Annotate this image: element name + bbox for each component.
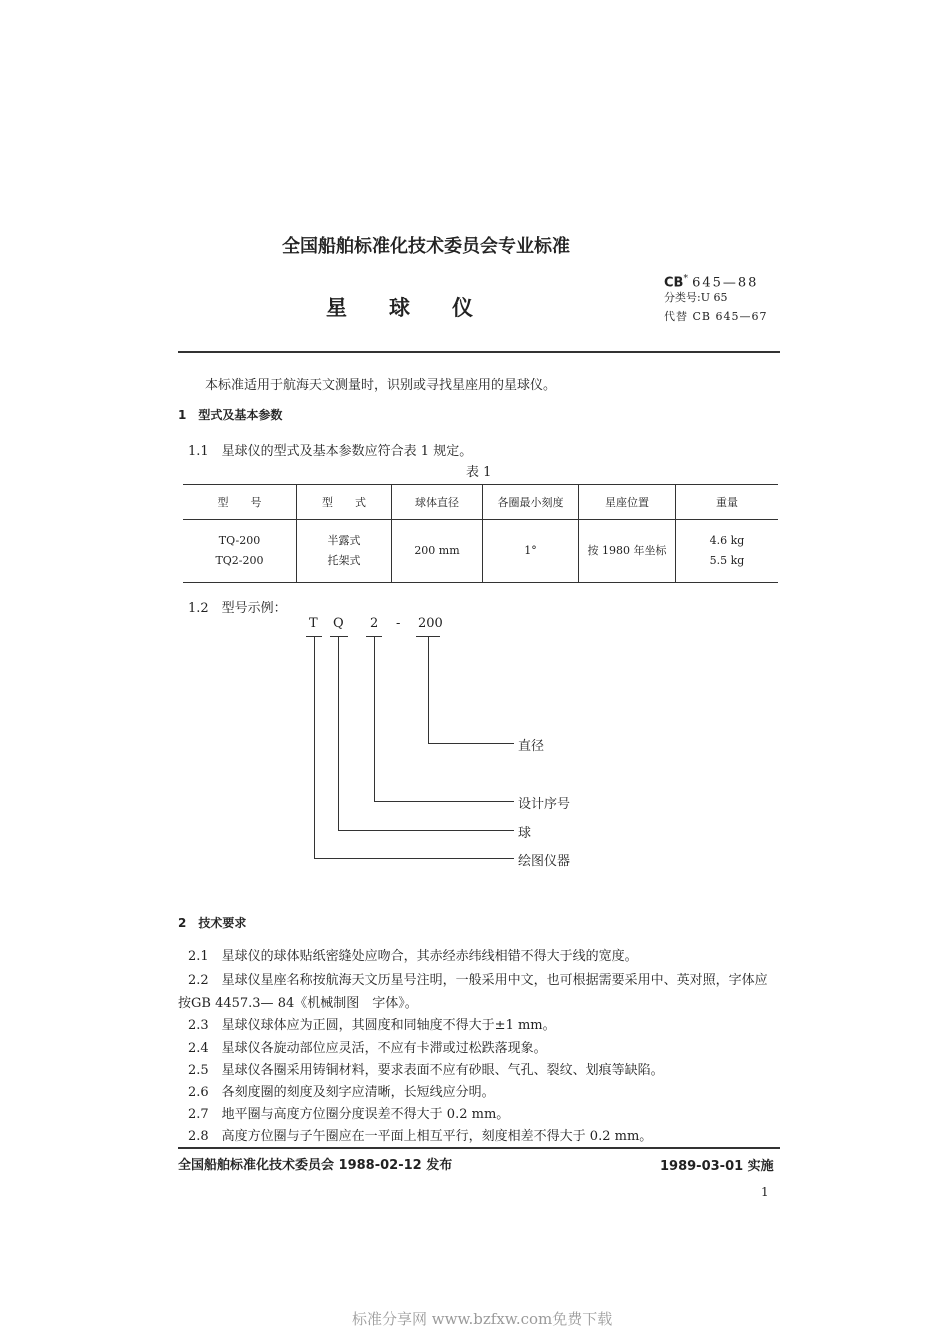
leader-design-v — [374, 636, 375, 801]
replaces-standard: 代替 CB 645—67 — [664, 310, 768, 323]
code-letter-t: T — [309, 616, 318, 631]
leader-ball-h — [338, 830, 514, 831]
parameter-table — [183, 484, 778, 583]
leader-diameter-h — [428, 743, 514, 744]
header-min-scale: 各圈最小刻度 — [483, 485, 579, 520]
model-tq2-200: TQ2-200 — [215, 554, 264, 567]
cell-weights — [676, 520, 779, 583]
header-rule — [178, 351, 780, 353]
org-standard-title: 全国船舶标准化技术委员会专业标准 — [282, 236, 570, 257]
code-number: 645—88 — [692, 275, 759, 291]
clause-2-4: 2.4 星球仪各旋动部位应灵活，不应有卡滞或过松跌落现象。 — [188, 1041, 547, 1056]
clause-2-2-cont: 按GB 4457.3— 84《机械制图 字体》。 — [178, 996, 418, 1011]
table-header-row — [183, 485, 778, 520]
page-number: 1 — [761, 1185, 769, 1199]
code-letter-q: Q — [333, 616, 344, 631]
weight-1: 4.6 kg — [709, 534, 745, 547]
label-design-number: 设计序号 — [518, 797, 571, 812]
code-dash: - — [396, 616, 401, 631]
leader-drawing-h — [314, 858, 514, 859]
cell-models — [183, 520, 297, 583]
type-bracket: 托架式 — [327, 554, 361, 567]
code-digit-2: 2 — [370, 616, 379, 631]
cell-min-scale: 1° — [483, 520, 579, 583]
clause-2-5: 2.5 星球仪各圈采用铸铜材料，要求表面不应有砂眼、气孔、裂纹、划痕等缺陷。 — [188, 1063, 664, 1078]
model-tq-200: TQ-200 — [218, 534, 261, 547]
clause-2-8: 2.8 高度方位圈与子午圈应在一平面上相互平行，刻度相差不得大于 0.2 mm。 — [188, 1129, 653, 1144]
section-1-heading: 1 型式及基本参数 — [178, 408, 283, 422]
clause-1-2: 1.2 型号示例： — [188, 601, 287, 616]
footer-rule — [178, 1147, 780, 1149]
cell-diameter: 200 mm — [392, 520, 483, 583]
type-semi-exposed: 半露式 — [327, 534, 361, 547]
section-2-heading: 2 技术要求 — [178, 916, 247, 930]
header-type: 型 式 — [297, 485, 392, 520]
clause-2-7: 2.7 地平圈与高度方位圈分度误差不得大于 0.2 mm。 — [188, 1107, 510, 1122]
leader-drawing-v — [314, 636, 315, 858]
table-row — [183, 520, 778, 583]
scope-paragraph: 本标准适用于航海天文测量时，识别或寻找星座用的星球仪。 — [205, 378, 557, 393]
clause-2-6: 2.6 各刻度圈的刻度及刻字应清晰，长短线应分明。 — [188, 1085, 495, 1100]
label-drawing-instrument: 绘图仪器 — [518, 854, 571, 869]
underline-q — [330, 636, 348, 637]
header-model: 型 号 — [183, 485, 297, 520]
leader-design-h — [374, 801, 514, 802]
header-weight: 重量 — [676, 485, 779, 520]
clause-1-1: 1.1 星球仪的型式及基本参数应符合表 1 规定。 — [188, 444, 473, 459]
standard-code — [664, 274, 758, 290]
weight-2: 5.5 kg — [709, 554, 745, 567]
classification-number: 分类号:U 65 — [664, 291, 728, 304]
code-prefix: CB — [664, 275, 684, 291]
leader-ball-v — [338, 636, 339, 830]
leader-diameter-v — [428, 636, 429, 743]
header-diameter: 球体直径 — [392, 485, 483, 520]
watermark: 标准分享网 www.bzfxw.com免费下载 — [352, 1310, 613, 1328]
label-ball: 球 — [518, 826, 532, 841]
cell-types — [297, 520, 392, 583]
clause-2-3: 2.3 星球仪球体应为正圆，其圆度和同轴度不得大于±1 mm。 — [188, 1018, 556, 1033]
code-star: * — [683, 274, 688, 284]
table-caption: 表 1 — [466, 465, 492, 480]
document-title: 星 球 仪 — [326, 296, 473, 320]
implementation-date: 1989-03-01 实施 — [660, 1159, 774, 1174]
clause-2-2: 2.2 星球仪星座名称按航海天文历星号注明，一般采用中文，也可根据需要采用中、英对照，字体应 — [188, 973, 768, 988]
label-diameter: 直径 — [518, 739, 545, 754]
issued-by: 全国船舶标准化技术委员会 1988-02-12 发布 — [178, 1158, 453, 1173]
cell-constellation: 按 1980 年坐标 — [579, 520, 676, 583]
clause-2-1: 2.1 星球仪的球体贴纸密缝处应吻合，其赤经赤纬线相错不得大于线的宽度。 — [188, 949, 638, 964]
header-constellation: 星座位置 — [579, 485, 676, 520]
code-number-200: 200 — [418, 616, 443, 631]
